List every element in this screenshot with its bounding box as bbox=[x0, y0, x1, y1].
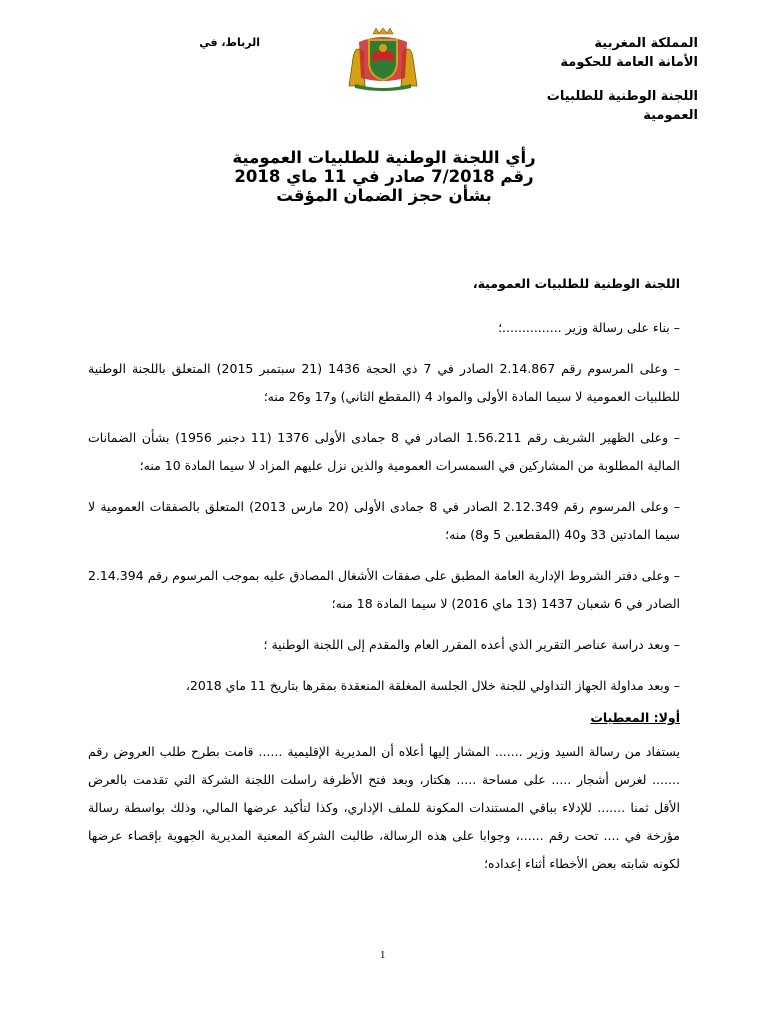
place-date-label: الرباط، في bbox=[199, 36, 260, 49]
recital-5: – وعلى دفتر الشروط الإدارية العامة المطبق على صفقات الأشغال المصادق عليه بموجب المرسوم رقم 2.14.394 الصادر في 6 شعبان 1437 (13 ماي 2016) لا سيما المادة 18 منه؛ bbox=[88, 568, 680, 611]
issuer-header bbox=[508, 34, 698, 125]
opinion-title bbox=[0, 148, 768, 205]
addressee: اللجنة الوطنية للطلبيات العمومية، bbox=[472, 276, 680, 291]
recital-3: – وعلى الظهير الشريف رقم 1.56.211 الصادر في 8 جمادى الأولى 1376 (11 دجنبر 1956) بشأن الضمانات المالية المطلوبة من المشاركين في السمسرات العمومية والذين نزل عليهم المزاد لا سيما المادة 10 منه؛ bbox=[88, 430, 681, 473]
recital-1: – بناء على رسالة وزير ...............؛ bbox=[498, 320, 680, 335]
morocco-coat-of-arms-icon bbox=[345, 28, 421, 92]
recital-4: – وعلى المرسوم رقم 2.12.349 الصادر في 8 جمادى الأولى (20 مارس 2013) المتعلق بالصفقات العمومية لا سيما المادتين 33 و40 (المقطعين 5 و8) منه؛ bbox=[88, 499, 680, 542]
recital-7: – وبعد مداولة الجهاز التداولي للجنة خلال الجلسة المغلقة المنعقدة بمقرها بتاريخ 11 ماي 2018، bbox=[185, 678, 680, 693]
title-line-1: رأي اللجنة الوطنية للطلبيات العمومية bbox=[232, 148, 536, 167]
commission-label: اللجنة الوطنية للطلبيات العمومية bbox=[546, 89, 698, 123]
recital-2: – وعلى المرسوم رقم 2.14.867 الصادر في 7 ذي الحجة 1436 (21 سبتمبر 2015) المتعلق باللجنة الوطنية للطلبيات العمومية لا سيما المادة الأولى والمواد 4 (المقطع الثاني) و17 و26 منه؛ bbox=[88, 361, 680, 404]
page-number: 1 bbox=[380, 951, 386, 961]
recital-6: – وبعد دراسة عناصر التقرير الذي أعده المقرر العام والمقدم إلى اللجنة الوطنية ؛ bbox=[263, 637, 680, 652]
kingdom-label: المملكة المغربية bbox=[594, 36, 698, 51]
title-line-3: بشأن حجز الضمان المؤقت bbox=[276, 186, 492, 205]
secretariat-label: الأمانة العامة للحكومة bbox=[560, 55, 698, 70]
section-heading: أولا: المعطيات bbox=[590, 710, 680, 725]
title-line-2: رقم 7/2018 صادر في 11 ماي 2018 bbox=[234, 167, 534, 186]
section-paragraph: يستفاد من رسالة السيد وزير ....... المشار إليها أعلاه أن المديرية الإقليمية ...... قامت بطرح طلب العروض رقم ....... لغرس أشجار ..... على مساحة ..... هكتار، وبعد فتح الأظرفة راسلت اللجنة الشركة التي تقدمت بالعرض الأقل ثمنا ....... للإدلاء بباقي المستندات المكونة للملف الإداري، وكذا لتأكيد عرضها المالي، وذلك بواسطة رسالة مؤرخة في .... تحت رقم ......، وجوابا على هذه الرسالة، طالبت الشركة المعنية المديرية الجهوية بإقصاء عرضها لكونه شابته بعض الأخطاء أثناء إعداده؛ bbox=[88, 744, 680, 871]
document-body bbox=[88, 270, 680, 878]
